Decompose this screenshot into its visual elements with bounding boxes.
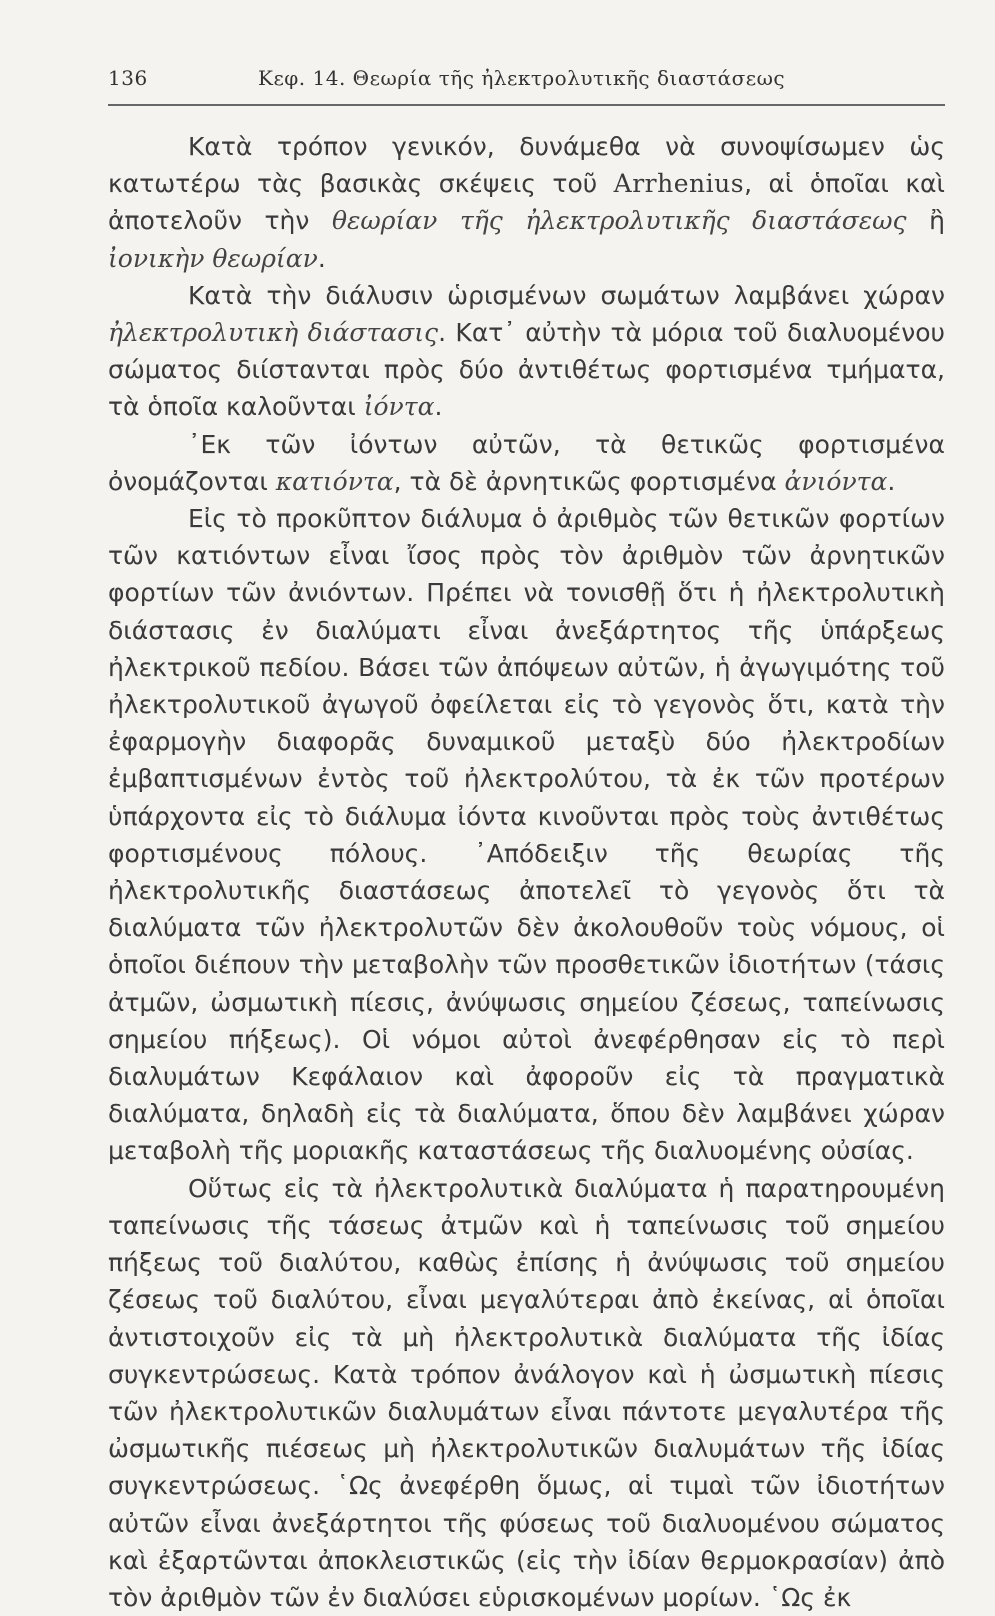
italic-term: ἠλεκτρολυτικὴ διάστασις: [108, 318, 439, 348]
text-run: . Κατ᾿ αὐτὴν τὰ μόρια τοῦ διαλυομένου σώματος διίστανται πρὸς δύο ἀντιθέτως φορτισμένα τμήματα, τὰ ὁποῖα καλοῦνται: [108, 318, 945, 422]
text-run: .: [887, 466, 896, 496]
text-run: .: [434, 392, 443, 422]
italic-term: ἰόντα: [363, 392, 435, 422]
text-run: ἢ: [906, 206, 945, 236]
text-run: Οὕτως εἰς τὰ ἠλεκτρολυτικὰ διαλύματα ἡ παρατηρουμένη ταπείνωσις τῆς τάσεως ἀτμῶν καὶ ἡ ταπείνωσις τοῦ σημείου πήξεως τοῦ διαλύτου, καθὼς ἐπίσης ἡ ἀνύψωσις τοῦ σημείου ζέσεως τοῦ διαλύτου, εἶναι μεγαλύτεραι ἀπὸ ἐκείνας, αἱ ὁποῖαι ἀντιστοιχοῦν εἰς τὰ μὴ ἠλεκτρολυτικὰ διαλύματα τῆς ἰδίας συγκεντρώσεως. Κατὰ τρόπον ἀνάλογον καὶ ἡ ὠσμωτικὴ πίεσις τῶν ἠλεκτρολυτικῶν διαλυμάτων εἶναι πάντοτε μεγαλυτέρα τῆς ὠσμωτικῆς πιέσεως μὴ ἠλεκτρολυτικῶν διαλυμάτων τῆς ἰδίας συγκεντρώσεως. ῾Ως ἀνεφέρθη ὅμως, αἱ τιμαὶ τῶν ἰδιοτήτων αὐτῶν εἶναι ἀνεξάρτητοι τῆς φύσεως τοῦ διαλυομένου σώματος καὶ ἐξαρτῶνται ἀποκλειστικῶς (εἰς τὴν ἰδίαν θερμοκρασίαν) ἀπὸ τὸν ἀριθμὸν τῶν ἐν διαλύσει εὑρισκομένων μορίων. ῾Ως ἐκ: [108, 1173, 945, 1612]
text-run: , τὰ δὲ ἀρνητικῶς φορτισμένα: [393, 466, 785, 496]
italic-term: ἰονικὴν θεωρίαν: [108, 243, 318, 273]
paragraph: [108, 128, 945, 277]
latin-name: Arrhenius: [613, 169, 745, 199]
text-run: ᾿Εκ τῶν ἰόντων αὐτῶν, τὰ θετικῶς φορτισμένα ὀνομάζονται: [108, 429, 945, 496]
running-head: [108, 66, 945, 90]
paragraph: [108, 426, 945, 500]
page-number: 136: [108, 66, 148, 90]
italic-term: θεωρίαν τῆς ἠλεκτρολυτικῆς διαστάσεως: [331, 206, 907, 236]
text-run: Εἰς τὸ προκῦπτον διάλυμα ὁ ἀριθμὸς τῶν θετικῶν φορτίων τῶν κατιόντων εἶναι ἴσος πρὸς τὸν ἀριθμὸν τῶν ἀρνητικῶν φορτίων τῶν ἀνιόντων. Πρέπει νὰ τονισθῇ ὅτι ἡ ἠλεκτρολυτικὴ διάστασις ἐν διαλύματι εἶναι ἀνεξάρτητος τῆς ὑπάρξεως ἠλεκτρικοῦ πεδίου. Βάσει τῶν ἀπόψεων αὐτῶν, ἡ ἀγωγιμότης τοῦ ἠλεκτρολυτικοῦ ἀγωγοῦ ὀφείλεται εἰς τὸ γεγονὸς ὅτι, κατὰ τὴν ἐφαρμογὴν διαφορᾶς δυναμικοῦ μεταξὺ δύο ἠλεκτροδίων ἐμβαπτισμένων ἐντὸς τοῦ ἠλεκτρολύτου, τὰ ἐκ τῶν προτέρων ὑπάρχοντα εἰς τὸ διάλυμα ἰόντα κινοῦνται πρὸς τοὺς ἀντιθέτως φορτισμένους πόλους. ᾿Απόδειξιν τῆς θεωρίας τῆς ἠλεκτρολυτικῆς διαστάσεως ἀποτελεῖ τὸ γεγονὸς ὅτι τὰ διαλύματα τῶν ἠλεκτρολυτῶν δὲν ἀκολουθοῦν τοὺς νόμους, οἱ ὁποῖοι διέπουν τὴν μεταβολὴν τῶν προσθετικῶν ἰδιοτήτων (τάσις ἀτμῶν, ὠσμωτικὴ πίεσις, ἀνύψωσις σημείου ζέσεως, ταπείνωσις σημείου πήξεως). Οἱ νόμοι αὐτοὶ ἀνεφέρθησαν εἰς τὸ περὶ διαλυμάτων Κεφάλαιον καὶ ἀφοροῦν εἰς τὰ πραγματικὰ διαλύματα, δηλαδὴ εἰς τὰ διαλύματα, ὅπου δὲν λαμβάνει χώραν μεταβολὴ τῆς μοριακῆς καταστάσεως τῆς διαλυομένης οὐσίας.: [108, 504, 945, 1166]
italic-term: ἀνιόντα: [784, 466, 888, 496]
paragraph: [108, 277, 945, 426]
italic-term: κατιόντα: [275, 466, 394, 496]
chapter-title: Κεφ. 14. Θεωρία τῆς ἠλεκτρολυτικῆς διαστάσεως: [258, 66, 786, 90]
paragraph: [108, 1170, 945, 1616]
header-rule: [108, 104, 945, 106]
text-run: Κατὰ τρόπον γενικόν, δυνάμεθα νὰ συνοψίσωμεν ὡς κατωτέρω τὰς βασικὰς σκέψεις τοῦ: [108, 132, 945, 199]
body-text: [108, 128, 945, 1616]
text-run: , αἱ ὁποῖαι καὶ ἀποτελοῦν τὴν: [108, 169, 945, 236]
text-run: Κατὰ τὴν διάλυσιν ὡρισμένων σωμάτων λαμβάνει χώραν: [188, 280, 945, 310]
text-run: .: [317, 243, 326, 273]
paragraph: [108, 500, 945, 1170]
